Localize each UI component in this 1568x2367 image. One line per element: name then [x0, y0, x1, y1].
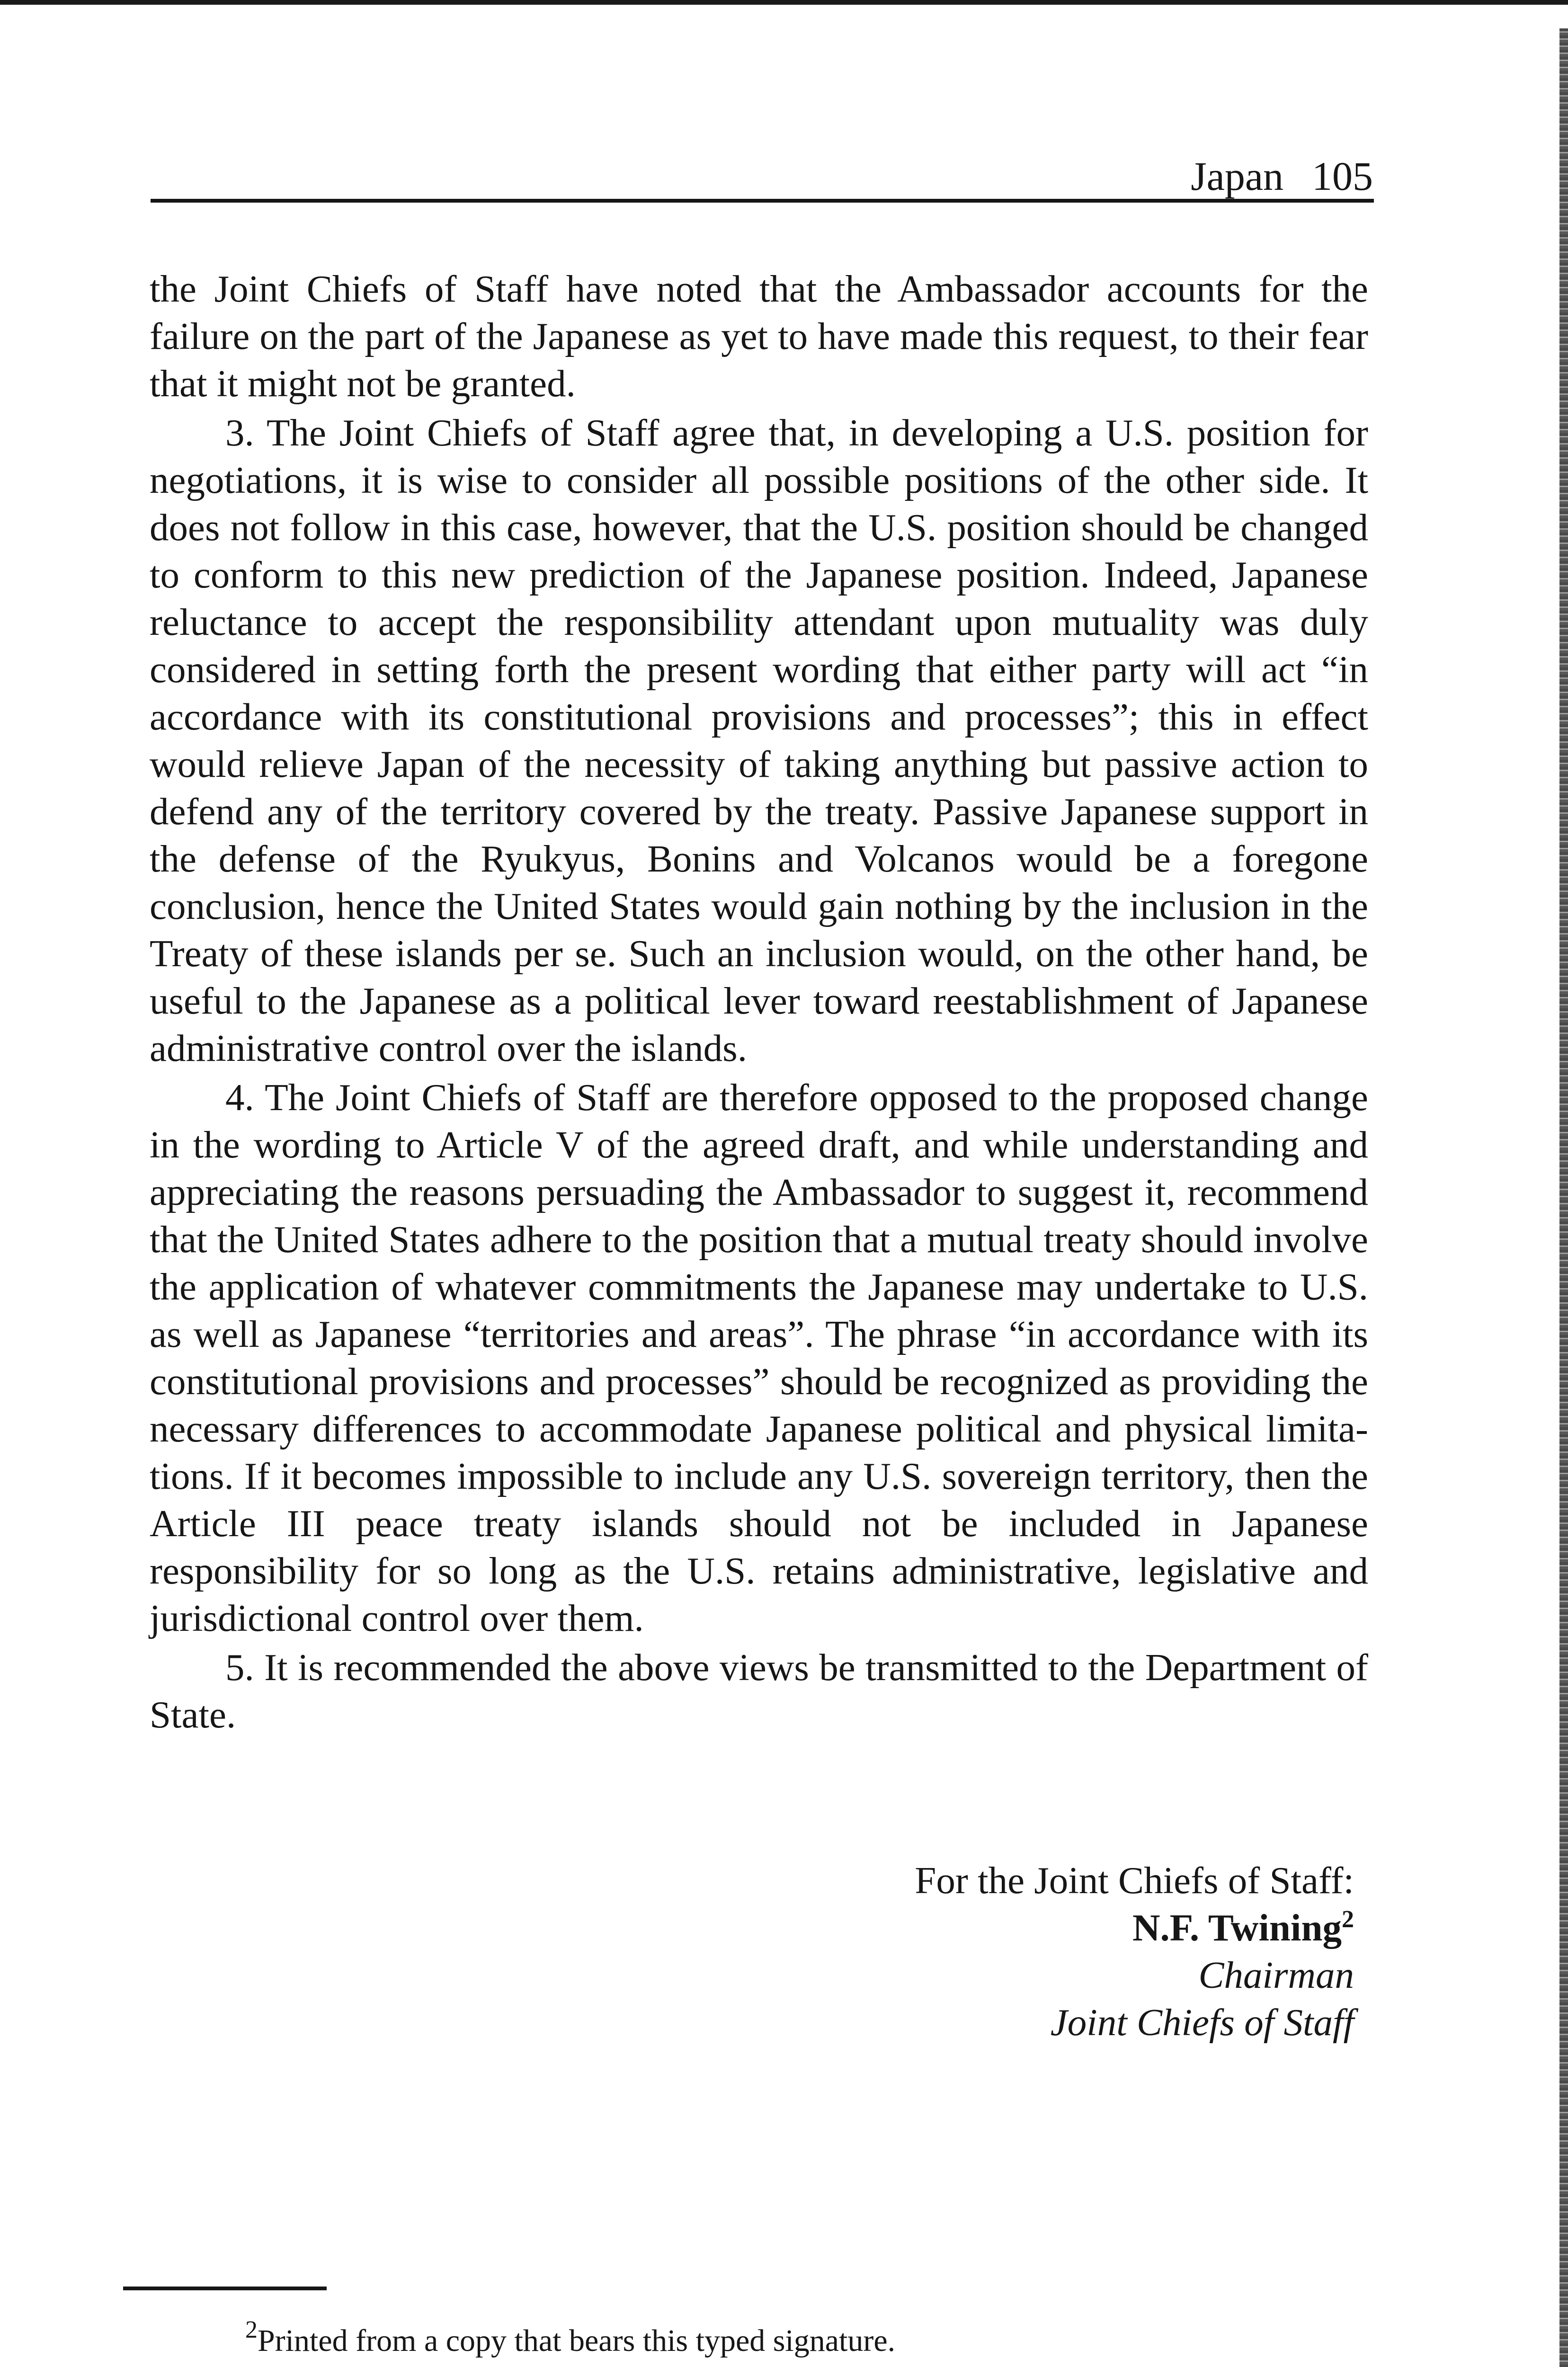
paragraph-4: 4. The Joint Chiefs of Staff are therefore opposed to the proposed change in the wording to Article V of the agreed draft, and while understanding and appreciating the reasons persuading the Ambassador to suggest it, recommend that the United States adhere to the position that a mutual treaty should involve the application of whatever commitments the Japanese may undertake to U.S. as well as Japanese “territories and areas”. The phrase “in accordance with its constitutional provisions and processes” should be recognized as providing the necessary differences to accommodate Japanese political and physical limitations. If it becomes impossible to include any U.S. sovereign territory, then the Article III peace treaty islands should not be included in Japanese responsibility for so long as the U.S. retains administrative, legislative and jurisdictional control over them.: [150, 1076, 1368, 1639]
scan-right-edge: [1559, 28, 1568, 2367]
signature-title: Chairman: [1198, 1954, 1354, 1996]
running-head-title: Japan: [1191, 153, 1283, 199]
footnote-rule: [123, 2287, 327, 2290]
signature-name-line: [663, 1904, 1354, 1951]
footnote-marker: 2: [245, 2316, 258, 2343]
signature-organization: Joint Chiefs of Staff: [1050, 2001, 1354, 2044]
paragraph-continuation: the Joint Chiefs of Staff have noted that the Ambassador accounts for the failure on the part of the Japanese as yet to have made this request, to their fear that it might not be granted.: [150, 267, 1368, 405]
signature-name: N.F. Twining: [1132, 1906, 1342, 1949]
paragraph-5: 5. It is recommended the above views be transmitted to the Department of State.: [150, 1646, 1368, 1736]
footnote: [245, 2316, 1334, 2362]
paragraph-3: 3. The Joint Chiefs of Staff agree that, in developing a U.S. position for negotiations, it is wise to consider all possible positions of the other side. It does not follow in this case, however, that the U.S. position should be changed to conform to this new prediction of the Japanese position. Indeed, Japanese reluctance to accept the responsibility attendant upon mutuality was duly considered in setting forth the present wording that either party will act “in accordance with its constitutional provisions and processes”; this in effect would relieve Japan of the necessity of taking anything but passive action to defend any of the territory covered by the treaty. Passive Japanese support in the defense of the Ryukyus, Bonins and Volcanos would be a foregone conclusion, hence the United States would gain nothing by the inclusion in the Treaty of these islands per se. Such an inclusion would, on the other hand, be useful to the Japanese as a political lever toward reestablishment of Japanese administrative control over the islands.: [150, 411, 1368, 1069]
body-text: [150, 265, 1368, 1738]
header-rule: [151, 199, 1374, 203]
signature-block: [663, 1857, 1354, 2046]
signature-closing: For the Joint Chiefs of Staff:: [915, 1859, 1354, 1902]
page-number: 105: [1312, 153, 1373, 199]
footnote-reference: 2: [1342, 1906, 1354, 1933]
footnote-text: Printed from a copy that bears this typed signature.: [258, 2323, 896, 2358]
running-head: [151, 152, 1373, 200]
scan-top-border: [0, 0, 1568, 5]
